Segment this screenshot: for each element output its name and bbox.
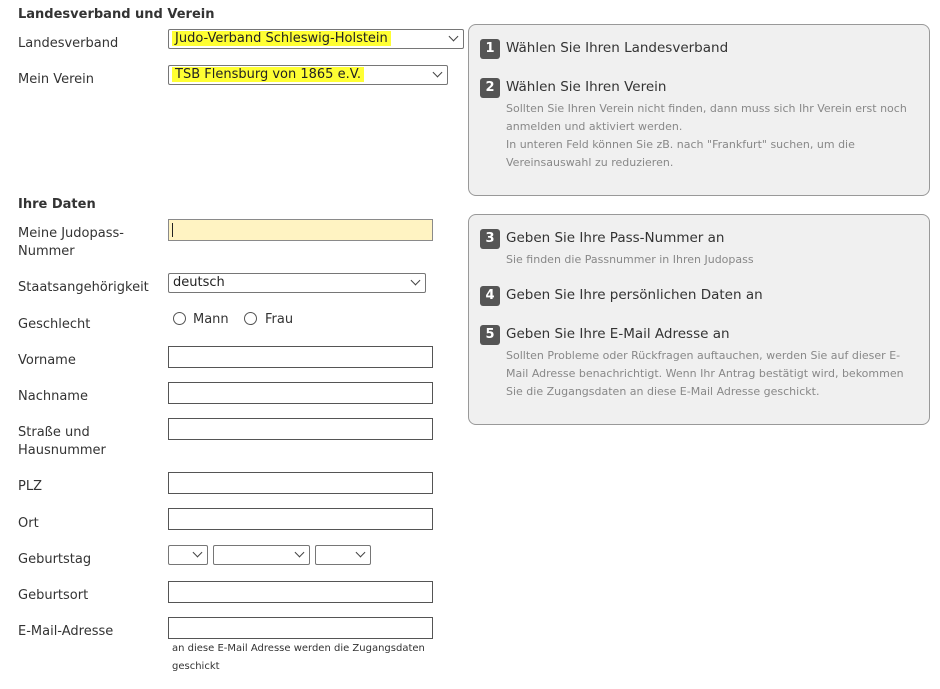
ort-input[interactable] bbox=[168, 508, 433, 530]
nachname-label: Nachname bbox=[18, 389, 88, 404]
chevron-down-icon bbox=[356, 548, 366, 558]
strasse-label: Straße und Hausnummer bbox=[18, 425, 106, 458]
step-badge-3: 3 bbox=[480, 229, 500, 249]
radio-frau-label[interactable]: Frau bbox=[265, 312, 294, 327]
geburtstag-year-select[interactable] bbox=[315, 545, 371, 565]
step-desc-5: Sollten Probleme oder Rückfragen auftauchen, werden Sie auf dieser E-Mail Adresse benachrichtigt. Wenn Ihr Antrag bestätigt wird, bekommen Sie die Zugangsdaten an diese E-Mail Adresse geschickt. bbox=[506, 349, 904, 398]
help-box-verein bbox=[468, 24, 930, 196]
step-badge-4: 4 bbox=[480, 286, 500, 306]
step-badge-1: 1 bbox=[480, 39, 500, 59]
landesverband-select[interactable] bbox=[168, 29, 464, 49]
step-badge-5: 5 bbox=[480, 325, 500, 345]
landesverband-value: Judo-Verband Schleswig-Holstein bbox=[172, 31, 391, 46]
email-hint: an diese E-Mail Adresse werden die Zugangsdaten geschickt bbox=[172, 643, 425, 672]
step-title-4: Geben Sie Ihre persönlichen Daten an bbox=[506, 287, 763, 303]
judopass-input[interactable] bbox=[168, 219, 433, 241]
plz-input[interactable] bbox=[168, 472, 433, 494]
geburtsort-input[interactable] bbox=[168, 581, 433, 603]
judopass-label: Meine Judopass-Nummer bbox=[18, 226, 124, 259]
nachname-input[interactable] bbox=[168, 382, 433, 404]
step-desc-3: Sie finden die Passnummer in Ihren Judopass bbox=[506, 253, 754, 266]
strasse-input[interactable] bbox=[168, 418, 433, 440]
section-title-ihre-daten: Ihre Daten bbox=[18, 197, 96, 212]
step-title-3: Geben Sie Ihre Pass-Nummer an bbox=[506, 230, 725, 246]
verein-label: Mein Verein bbox=[18, 72, 94, 87]
radio-mann[interactable] bbox=[173, 312, 186, 325]
step-badge-2: 2 bbox=[480, 78, 500, 98]
staatsangehoerigkeit-label: Staatsangehörigkeit bbox=[18, 280, 149, 295]
chevron-down-icon bbox=[433, 68, 443, 78]
staatsangehoerigkeit-value: deutsch bbox=[173, 275, 225, 290]
geschlecht-label: Geschlecht bbox=[18, 317, 91, 332]
chevron-down-icon bbox=[449, 32, 459, 42]
radio-mann-label[interactable]: Mann bbox=[193, 312, 229, 327]
step-desc-2: Sollten Sie Ihren Verein nicht finden, dann muss sich Ihr Verein erst noch anmelden und aktiviert werden. bbox=[506, 102, 907, 133]
text-caret bbox=[172, 223, 173, 237]
verein-select[interactable] bbox=[168, 65, 448, 85]
help-box-daten bbox=[468, 214, 930, 425]
plz-label: PLZ bbox=[18, 479, 42, 494]
chevron-down-icon bbox=[193, 548, 203, 558]
chevron-down-icon bbox=[295, 548, 305, 558]
email-label: E-Mail-Adresse bbox=[18, 624, 114, 639]
geburtstag-month-select[interactable] bbox=[213, 545, 310, 565]
step-title-2: Wählen Sie Ihren Verein bbox=[506, 79, 667, 95]
vorname-label: Vorname bbox=[18, 353, 76, 368]
geburtstag-day-select[interactable] bbox=[168, 545, 208, 565]
verein-value: TSB Flensburg von 1865 e.V. bbox=[172, 67, 364, 82]
landesverband-label: Landesverband bbox=[18, 36, 119, 51]
geburtsort-label: Geburtsort bbox=[18, 588, 89, 603]
step-desc-2b: In unteren Feld können Sie zB. nach "Frankfurt" suchen, um die Vereinsauswahl zu reduzieren. bbox=[506, 138, 855, 169]
vorname-input[interactable] bbox=[168, 346, 433, 368]
step-title-5: Geben Sie Ihre E-Mail Adresse an bbox=[506, 326, 730, 342]
chevron-down-icon bbox=[411, 276, 421, 286]
staatsangehoerigkeit-select[interactable] bbox=[168, 273, 426, 293]
section-title-landesverband: Landesverband und Verein bbox=[18, 7, 215, 22]
step-title-1: Wählen Sie Ihren Landesverband bbox=[506, 40, 729, 56]
ort-label: Ort bbox=[18, 516, 39, 531]
email-input[interactable] bbox=[168, 617, 433, 639]
radio-frau[interactable] bbox=[244, 312, 257, 325]
geburtstag-label: Geburtstag bbox=[18, 552, 92, 567]
